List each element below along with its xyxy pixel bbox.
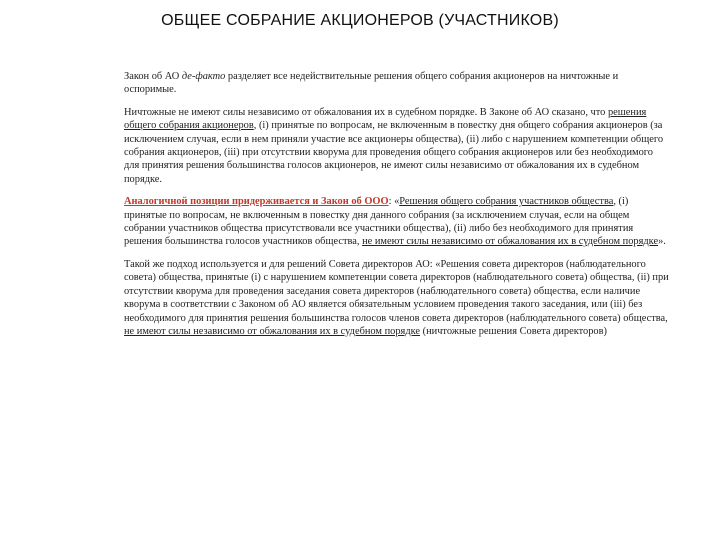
italic-term: де-факто <box>181 71 226 82</box>
slide-title: ОБЩЕЕ СОБРАНИЕ АКЦИОНЕРОВ (УЧАСТНИКОВ) <box>161 12 559 29</box>
underlined-term: не имеют силы независимо от обжалования их в судебном порядке <box>362 236 659 248</box>
paragraph-llc-law <box>124 195 670 249</box>
underlined-term: решения общего собрания акционеров <box>124 106 647 132</box>
text-span: разделяет все недействительные решения общего собрания акционеров на ничтожные и оспоримые. <box>124 71 619 96</box>
text-span: : « <box>388 196 400 208</box>
highlighted-heading: Аналогичной позиции придерживается и Закон об ООО <box>124 196 389 208</box>
paragraph-board-decisions <box>124 258 670 338</box>
text-span: , (i) принятые по вопросам, не включенным в повестку дня общего собрания акционеров (за исключением случая, если в нем приняли участие все акционеры общества), (ii) либо с нарушением компетенции общего собрания акционеров, (iii) при отсутствии кворума для проведения общего собрания акционеров или без необходимого для принятия решения большинства голосов акционеров, не имеют силы независимо от обжалования их в судебном порядке. <box>124 120 664 185</box>
slide-body <box>124 70 670 347</box>
text-span: , (i) принятые по вопросам, не включенным в повестку дня данного собрания (за исключением случая, если на общем собрании участников общества присутствовали все участники общества), (ii) либо без необходимого для принятия решения большинства голосов участников общества, <box>124 196 634 248</box>
text-span: Такой же подход используется и для решений Совета директоров АО: «Решения совета директоров (наблюдательного совета) общества, принятые (i) с нарушением компетенции совета директоров (наблюдательного совета) общества, (ii) при отсутствии кворума для проведения заседания совета директоров (наблюдательного совета) общества, если наличие кворума в соответствии с Законом об АО является обязательным условием проведения такого заседания, или (iii) без необходимого для принятия решения большинства голосов членов совета директоров (наблюдательного совета) общества, <box>124 258 669 324</box>
underlined-term: Решения общего собрания участников общества <box>399 196 614 208</box>
text-span: Закон об АО <box>124 71 182 82</box>
text-span: (ничтожные решения Совета директоров) <box>420 325 607 337</box>
paragraph-law-classification <box>124 70 670 97</box>
underlined-term: не имеют силы независимо от обжалования их в судебном порядке <box>124 325 421 337</box>
paragraph-void-decisions <box>124 106 670 186</box>
text-span: Ничтожные не имеют силы независимо от обжалования их в судебном порядке. В Законе об АО сказано, что <box>124 106 608 118</box>
text-span: ». <box>658 236 666 248</box>
